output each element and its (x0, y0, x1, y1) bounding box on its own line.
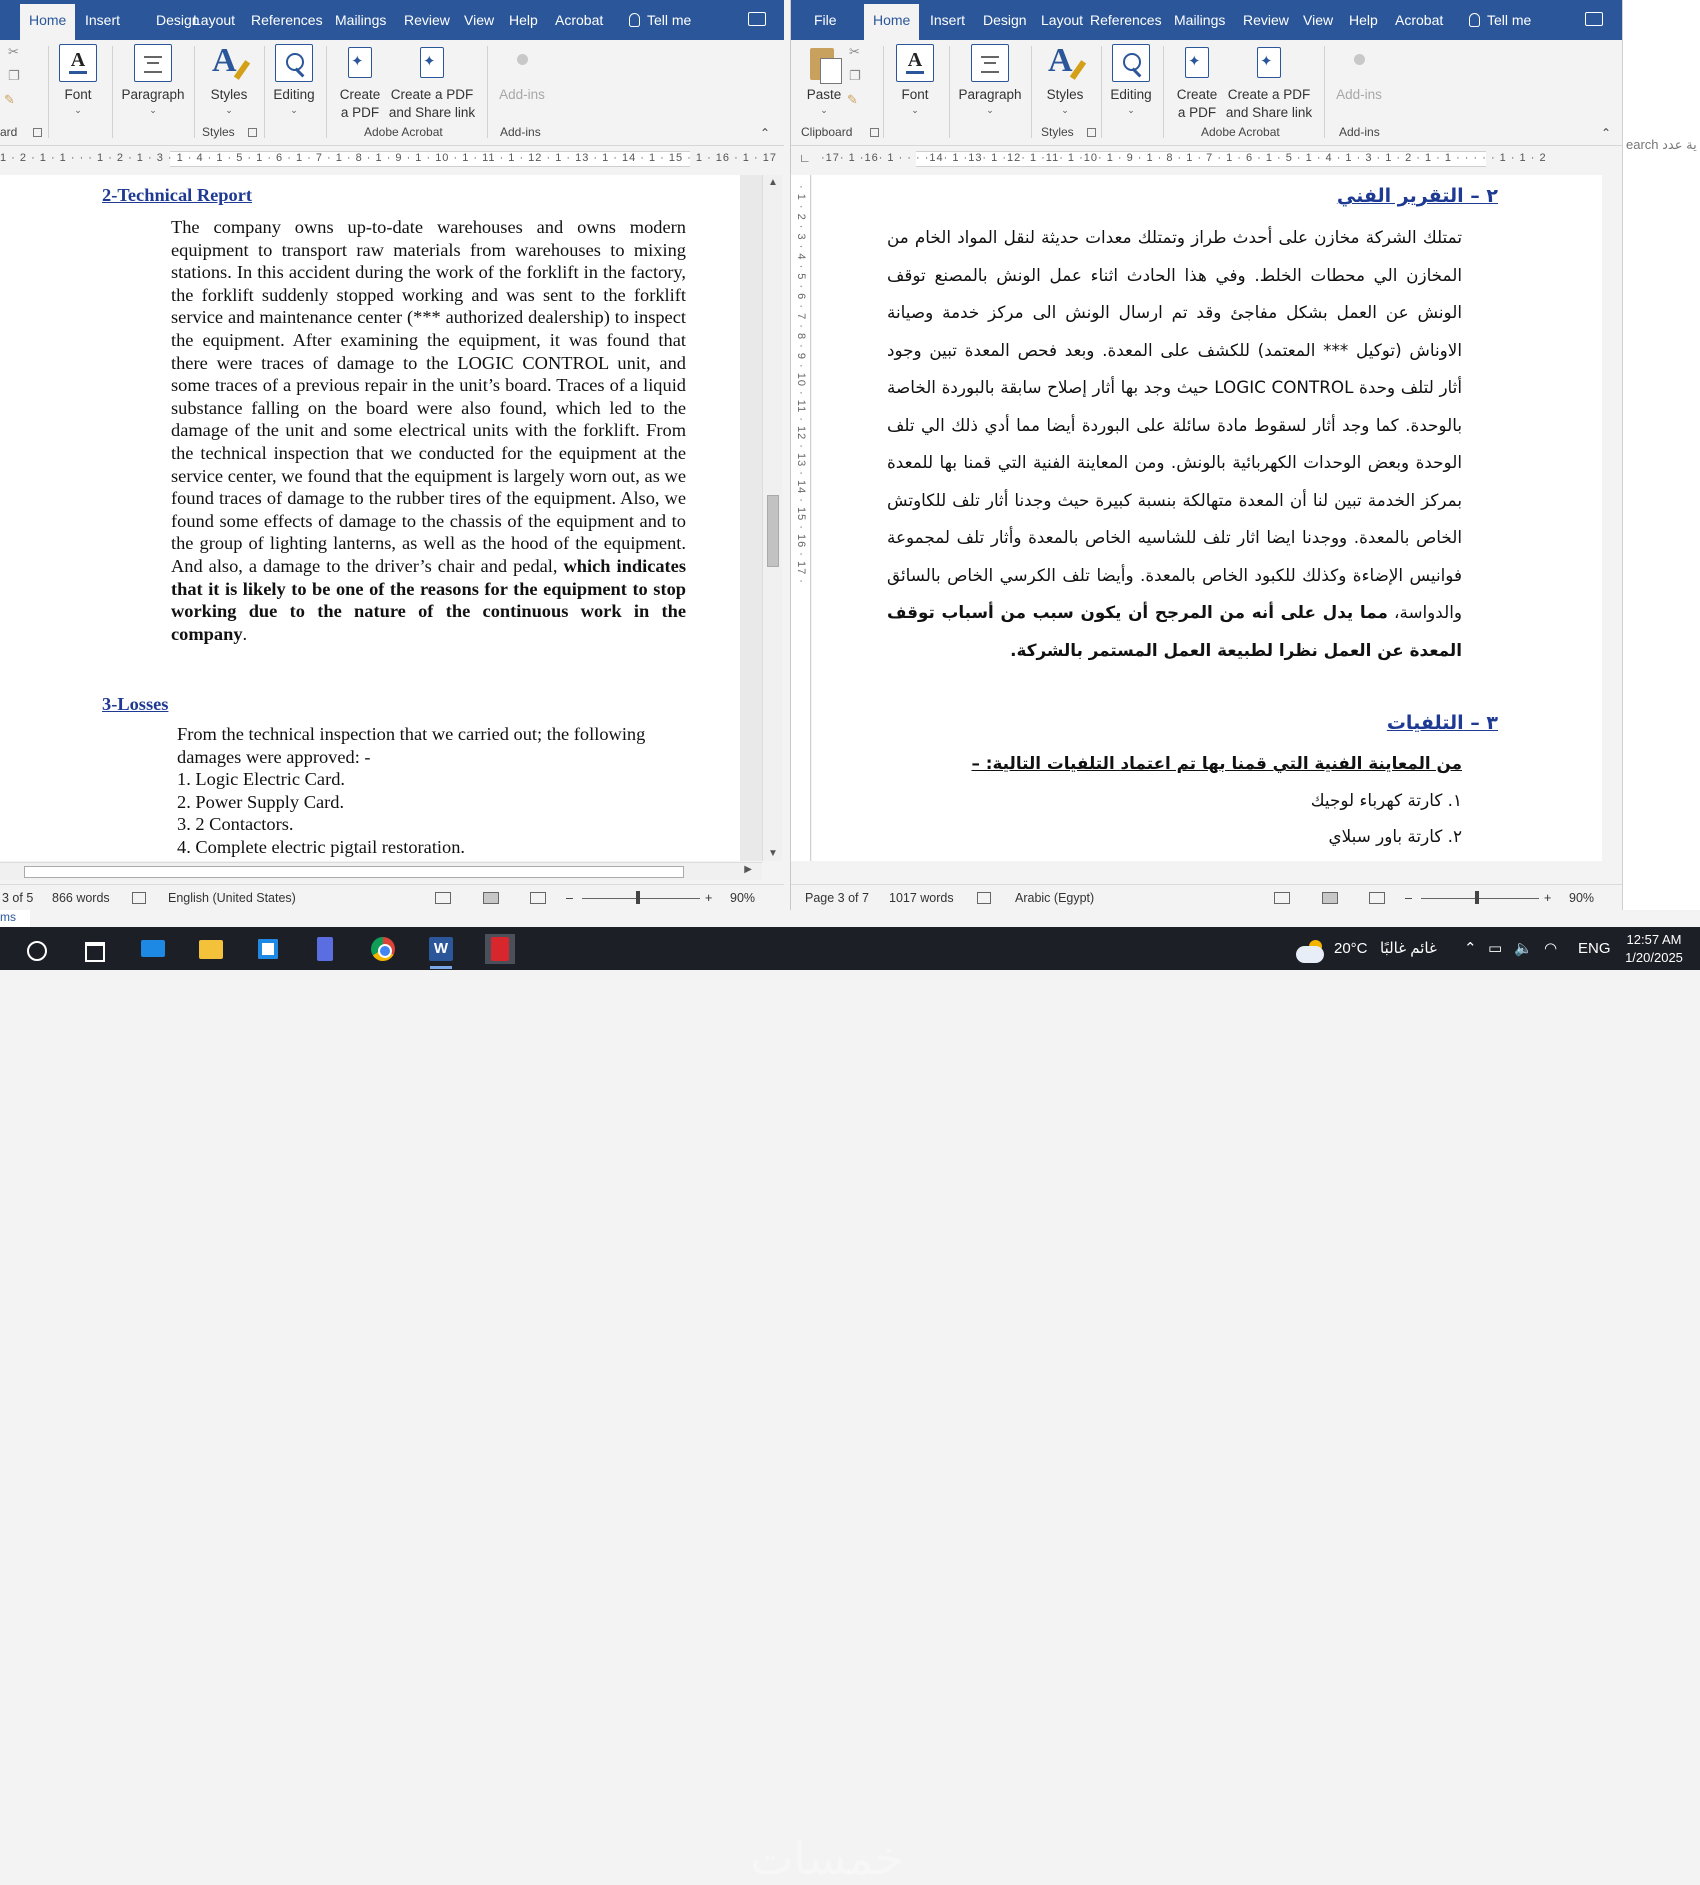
horizontal-scrollbar[interactable] (0, 862, 762, 880)
chevron-down-icon: ⌄ (820, 105, 828, 115)
document-area (0, 175, 762, 861)
editing-button[interactable] (1106, 44, 1156, 115)
word-window-english (0, 0, 784, 910)
status-bar (0, 884, 784, 910)
editing-button[interactable] (269, 44, 319, 115)
ribbon-home (791, 40, 1622, 146)
clipboard-launcher-icon[interactable] (33, 128, 42, 137)
zoom-level[interactable]: 90% (730, 891, 756, 905)
tab-help[interactable]: Help (1349, 12, 1378, 28)
tab-mailings[interactable]: Mailings (1174, 12, 1226, 28)
group-acrobat-label: Adobe Acrobat (364, 125, 443, 139)
web-layout-icon[interactable] (1369, 892, 1385, 904)
technical-paragraph (887, 219, 1462, 669)
create-share-label-2: and Share link (388, 105, 476, 120)
tab-acrobat[interactable]: Acrobat (1395, 12, 1444, 28)
search-icon (275, 44, 313, 82)
chevron-down-icon: ⌄ (149, 105, 157, 115)
zoom-in-icon[interactable]: + (1544, 891, 1552, 905)
horizontal-ruler[interactable] (791, 147, 1623, 171)
word-count[interactable]: 1017 words (889, 891, 954, 905)
horizontal-ruler[interactable] (0, 147, 784, 171)
tab-acrobat[interactable]: Acrobat (555, 12, 604, 28)
divider (487, 46, 488, 138)
acrobat-app-icon[interactable] (485, 934, 515, 964)
create-pdf-label-1: Create (339, 87, 381, 102)
print-layout-icon[interactable] (483, 892, 499, 904)
tell-me-label: Tell me (1487, 12, 1532, 28)
styles-button[interactable] (205, 44, 253, 115)
paragraph-label: Paragraph (121, 87, 185, 102)
tab-layout[interactable]: Layout (193, 12, 236, 28)
page-count[interactable]: 3 of 5 (2, 891, 34, 905)
copy-icon[interactable]: ❐ (8, 68, 20, 83)
background-window (1622, 0, 1700, 910)
divider (1163, 46, 1164, 138)
tab-home[interactable]: Home (864, 4, 919, 40)
chevron-down-icon: ⌄ (290, 105, 298, 115)
wifi-icon[interactable]: ◠ (1544, 940, 1558, 957)
divider (264, 46, 265, 138)
create-pdf-label-2: a PDF (1177, 105, 1217, 120)
chevron-down-icon: ⌄ (911, 105, 919, 115)
ribbon-tab-bar (791, 0, 1622, 40)
technical-bold-text: which indicates that it is likely to be one of the reasons for the equipment to stop working due to the nature of the continuous work in the company (171, 555, 686, 644)
create-share-label-1: Create a PDF (390, 87, 474, 102)
calculator-app-icon[interactable] (310, 934, 340, 964)
web-layout-icon[interactable] (530, 892, 546, 904)
chevron-down-icon: ⌄ (1127, 105, 1135, 115)
styles-launcher-icon[interactable] (1087, 128, 1096, 137)
group-acrobat-label: Adobe Acrobat (1201, 125, 1280, 139)
document-area (812, 175, 1602, 861)
chevron-down-icon: ⌄ (1061, 105, 1069, 115)
start-button-icon[interactable] (20, 934, 50, 964)
losses-section (177, 723, 697, 859)
divider (194, 46, 195, 138)
tab-review[interactable]: Review (404, 12, 450, 28)
chevron-down-icon: ⌄ (986, 105, 994, 115)
format-painter-icon[interactable]: ✎ (4, 92, 15, 107)
clock-date: 1/20/2025 (1625, 950, 1683, 965)
font-label: Font (64, 87, 92, 102)
divider (949, 46, 950, 138)
technical-text: تمتلك الشركة مخازن على أحدث طراز وتمتلك معدات حديثة لنقل المواد الخام من المخازن الي محطات الخلط. وفي هذا الحادث اثناء عمل الونش بالمصنع توقف الونش عن العمل بشكل مفاجئ وقد تم ارسال الونش الى مركز خدمة وصيانة الاوناش (توكيل *** المعتمد) للكشف على المعدة. وبعد فحص المعدة تبين وجود أثار لتلف وحدة LOGIC CONTROL حيث وجد بها أثار إصلاح سابقة بالبوردة الخاصة بالوحدة. كما وجد أثار لسقوط مادة سائلة على البوردة أيضا مما أدي ذلك الي تلف الوحدة وبعض الوحدات الكهربائية بالونش. ومن المعاينة الفنية التي قمنا بها للمعدة بمركز الخدمة تبين لنا أن المعدة متهالكة بنسبة كبيرة حيث وجدنا أثار تلف للكاوتش الخاص بالمعدة. ووجدنا ايضا اثار تلف للشاسيه الخاص بالمعدة وأثار تلف لمجموعة فوانيس الإضاءة وكذلك للكبود الخاص بالمعدة. وأيضا تلف الكرسي الخاص بالسائق والدواسة، (887, 227, 1463, 622)
tab-references[interactable]: References (1090, 12, 1162, 28)
addins-button[interactable] (493, 44, 551, 104)
ruler-ticks: ·17· 1 ·16· 1 · · · ·14· 1 ·13· 1 ·12· 1 ·11· 1 ·10· 1 · 9 · 1 · 8 · 1 · 7 · 1 · 6 · 1 · 5 · 1 · 4 · 1 · 3 · 1 · 2 · 1 · 1 · · · · · 1 · 1 · 2 (821, 152, 1547, 164)
system-clock[interactable] (1618, 931, 1690, 967)
font-icon (59, 44, 97, 82)
taskbar (0, 927, 1700, 1885)
tab-design[interactable]: Design (156, 12, 200, 28)
input-language[interactable]: ENG (1578, 940, 1611, 957)
chrome-app-icon[interactable] (368, 934, 398, 964)
collapse-ribbon-icon[interactable]: ⌃ (1601, 126, 1612, 140)
group-clipboard-label: Clipboard (801, 125, 853, 139)
print-layout-icon[interactable] (1322, 892, 1338, 904)
pdf-icon (341, 44, 379, 82)
comments-icon[interactable] (748, 12, 766, 26)
group-addins-label: Add-ins (500, 125, 541, 139)
volume-icon[interactable]: 🔈 (1514, 940, 1533, 957)
divider (883, 46, 884, 138)
proofing-icon[interactable] (977, 892, 991, 904)
language-status[interactable]: Arabic (Egypt) (1015, 891, 1095, 905)
tab-home[interactable]: Home (20, 4, 75, 40)
pdf-share-icon (1250, 44, 1288, 82)
mail-app-icon[interactable] (138, 934, 168, 964)
ribbon-home (0, 40, 784, 146)
group-clipboard-label: ard (0, 125, 18, 139)
word-app-icon[interactable] (426, 934, 456, 964)
list-item: ١. كارتة كهرباء لوجيك (1310, 790, 1462, 810)
hscroll-thumb[interactable] (24, 866, 684, 878)
list-item: 1. Logic Electric Card. (177, 769, 346, 790)
losses-intro: From the technical inspection that we carried out; the following damages were approved: - (177, 724, 646, 767)
tab-view[interactable]: View (464, 12, 495, 28)
group-styles-label: Styles (202, 125, 235, 139)
tab-file[interactable]: File (814, 12, 837, 28)
tab-references[interactable]: References (251, 12, 323, 28)
losses-intro: من المعاينة الفنية التي قمنا بها تم اعتماد التلفيات التالية: – (971, 753, 1462, 773)
scroll-thumb[interactable] (767, 495, 779, 567)
word-window-arabic (790, 0, 1622, 910)
addins-icon (503, 44, 541, 82)
technical-bold-text: مما يدل على أنه من المرجح أن يكون سبب من أسباب توقف المعدة عن العمل نظرا لطبيعة العمل المستمر بالشركة. (887, 602, 1462, 660)
font-label: Font (901, 87, 929, 102)
styles-icon (1046, 44, 1084, 82)
page-count[interactable]: Page 3 of 7 (805, 891, 869, 905)
technical-text: The company owns up-to-date warehouses and owns modern equipment to transport raw materials from warehouses to mixing stations. In this accident during the work of the forklift in the factory, the forklift suddenly stopped working and was sent to the forklift service and maintenance center (*** authorized dealership) to inspect the equipment. After examining the equipment, it was found that there were traces of damage to the LOGIC CONTROL unit, and some traces of a previous repair in the unit’s board. Traces of a liquid substance falling on the board were also found, which led to the damage of the unit and some electrical units with the forklift. From the technical inspection that we conducted for the equipment at the service center, we found that the equipment is largely worn out, as we found traces of damage to the rubber tires of the equipment. Also, we found some effects of damage to the chassis of the equipment and to the group of lighting lanterns, as well as the hood of the equipment. And also, a damage to the driver’s chair and pedal, (171, 217, 686, 576)
tab-view[interactable]: View (1303, 12, 1334, 28)
clock-time: 12:57 AM (1626, 932, 1682, 947)
technical-paragraph (171, 216, 686, 645)
cut-icon[interactable]: ✂ (8, 44, 19, 59)
addins-button[interactable] (1330, 44, 1388, 104)
tab-help[interactable]: Help (509, 12, 538, 28)
paragraph-button[interactable] (955, 44, 1025, 115)
background-search-text: ية عدد earch (1626, 137, 1697, 152)
addins-label: Add-ins (499, 87, 545, 102)
show-hidden-icons-icon[interactable]: ⌃ (1464, 940, 1477, 957)
create-share-label-2: and Share link (1225, 105, 1313, 120)
proofing-icon[interactable] (132, 892, 146, 904)
file-explorer-icon[interactable] (196, 934, 226, 964)
watermark-logo: خمسات (750, 1831, 904, 1885)
styles-label: Styles (210, 87, 248, 102)
ribbon-tab-bar (0, 0, 784, 40)
ruler-ticks: 1 · 2 · 1 · 1 · · · 1 · 2 · 1 · 3 · 1 · 4 · 1 · 5 · 1 · 6 · 1 · 7 · 1 · 8 · 1 · 9 · 1 · 10 · 1 · 11 · 1 · 12 · 1 · 13 · 1 · 14 · 1 · 15 · 1 · 16 · 1 · 17 (0, 152, 777, 164)
create-pdf-label-2: a PDF (340, 105, 380, 120)
zoom-slider[interactable] (1421, 898, 1539, 899)
list-item: ٢. كارتة باور سبلاي (1328, 826, 1462, 846)
divider (48, 46, 49, 138)
tell-me-label: Tell me (647, 12, 692, 28)
styles-icon (210, 44, 248, 82)
document-page[interactable] (0, 175, 740, 861)
lightbulb-icon (629, 13, 640, 27)
clipboard-launcher-icon[interactable] (870, 128, 879, 137)
tab-design[interactable]: Design (983, 12, 1027, 28)
styles-label: Styles (1046, 87, 1084, 102)
tell-me-search[interactable] (1460, 0, 1540, 40)
divider (112, 46, 113, 138)
create-pdf-button[interactable] (334, 44, 386, 122)
format-painter-icon[interactable]: ✎ (847, 92, 858, 107)
cut-icon[interactable]: ✂ (849, 44, 860, 59)
heading-technical-report: ٢ – التقرير الفني (1336, 185, 1498, 207)
styles-button[interactable] (1041, 44, 1089, 115)
font-button[interactable] (58, 44, 98, 115)
weather-description[interactable]: غائم غالبًا (1380, 940, 1437, 957)
divider (1324, 46, 1325, 138)
paragraph-icon (134, 44, 172, 82)
heading-losses: ٣ – التلفيات (1386, 712, 1498, 734)
zoom-out-icon[interactable]: – (566, 891, 573, 905)
language-status[interactable]: English (United States) (168, 891, 296, 905)
create-share-pdf-button[interactable] (1223, 44, 1315, 122)
divider (1031, 46, 1032, 138)
heading-technical-report: 2-Technical Report (102, 185, 253, 205)
zoom-slider-knob[interactable] (636, 891, 640, 904)
status-bar (791, 884, 1622, 910)
create-share-label-1: Create a PDF (1227, 87, 1311, 102)
divider (1101, 46, 1102, 138)
font-icon (896, 44, 934, 82)
chevron-down-icon: ⌄ (74, 105, 82, 115)
create-pdf-button[interactable] (1171, 44, 1223, 122)
vertical-ruler-ticks: · 1 · 2 · 3 · 4 · 5 · 6 · 7 · 8 · 9 · 10 · 11 · 12 · 13 · 14 · 15 · 16 · 17 · (795, 185, 807, 584)
group-addins-label: Add-ins (1339, 125, 1380, 139)
read-mode-icon[interactable] (435, 892, 451, 904)
chevron-down-icon: ⌄ (225, 105, 233, 115)
paste-icon (805, 44, 843, 82)
document-page[interactable] (812, 175, 1602, 861)
tab-layout[interactable]: Layout (1041, 12, 1084, 28)
paragraph-button[interactable] (118, 44, 188, 115)
task-view-icon[interactable] (78, 934, 108, 964)
read-mode-icon[interactable] (1274, 892, 1290, 904)
paste-button[interactable] (803, 44, 845, 115)
list-item: 2. Power Supply Card. (177, 791, 345, 812)
background-window-text: ms (0, 910, 30, 927)
create-pdf-label-1: Create (1176, 87, 1218, 102)
vertical-ruler[interactable] (791, 175, 811, 861)
word-count[interactable]: 866 words (52, 891, 110, 905)
vertical-scrollbar[interactable] (762, 175, 782, 861)
lightbulb-icon (1469, 13, 1480, 27)
tab-selector-icon[interactable]: ∟ (799, 151, 811, 165)
paragraph-icon (971, 44, 1009, 82)
scroll-down-icon[interactable]: ▼ (768, 848, 778, 859)
create-share-pdf-button[interactable] (386, 44, 478, 122)
tell-me-search[interactable] (620, 0, 700, 40)
paste-label: Paste (806, 87, 842, 102)
styles-launcher-icon[interactable] (248, 128, 257, 137)
copy-icon[interactable]: ❐ (849, 68, 861, 83)
tab-mailings[interactable]: Mailings (335, 12, 387, 28)
list-item: 3. 2 Contactors. (177, 814, 294, 835)
tab-insert[interactable]: Insert (85, 12, 121, 28)
divider (326, 46, 327, 138)
battery-icon[interactable]: ▭ (1488, 940, 1503, 957)
pdf-icon (1178, 44, 1216, 82)
collapse-ribbon-icon[interactable]: ⌃ (760, 126, 771, 140)
addins-label: Add-ins (1336, 87, 1382, 102)
zoom-in-icon[interactable]: + (705, 891, 713, 905)
zoom-level[interactable]: 90% (1569, 891, 1595, 905)
technical-end: . (242, 623, 248, 644)
zoom-slider[interactable] (582, 898, 700, 899)
active-app-indicator (430, 966, 452, 969)
tab-insert[interactable]: Insert (930, 12, 966, 28)
weather-temperature[interactable]: 20°C (1334, 940, 1368, 957)
comments-icon[interactable] (1585, 12, 1603, 26)
search-icon (1112, 44, 1150, 82)
list-item: 4. Complete electric pigtail restoration. (177, 836, 466, 857)
group-styles-label: Styles (1041, 125, 1074, 139)
editing-label: Editing (273, 87, 315, 102)
editing-label: Editing (1110, 87, 1152, 102)
tab-review[interactable]: Review (1243, 12, 1289, 28)
font-button[interactable] (895, 44, 935, 115)
scroll-right-icon[interactable]: ▶ (744, 864, 752, 875)
weather-cloud-icon[interactable] (1296, 934, 1326, 964)
pdf-share-icon (413, 44, 451, 82)
paragraph-label: Paragraph (958, 87, 1022, 102)
zoom-out-icon[interactable]: – (1405, 891, 1412, 905)
scroll-up-icon[interactable]: ▲ (768, 177, 778, 188)
heading-losses: 3-Losses (102, 694, 169, 714)
zoom-slider-knob[interactable] (1475, 891, 1479, 904)
store-app-icon[interactable] (253, 934, 283, 964)
addins-icon (1340, 44, 1378, 82)
